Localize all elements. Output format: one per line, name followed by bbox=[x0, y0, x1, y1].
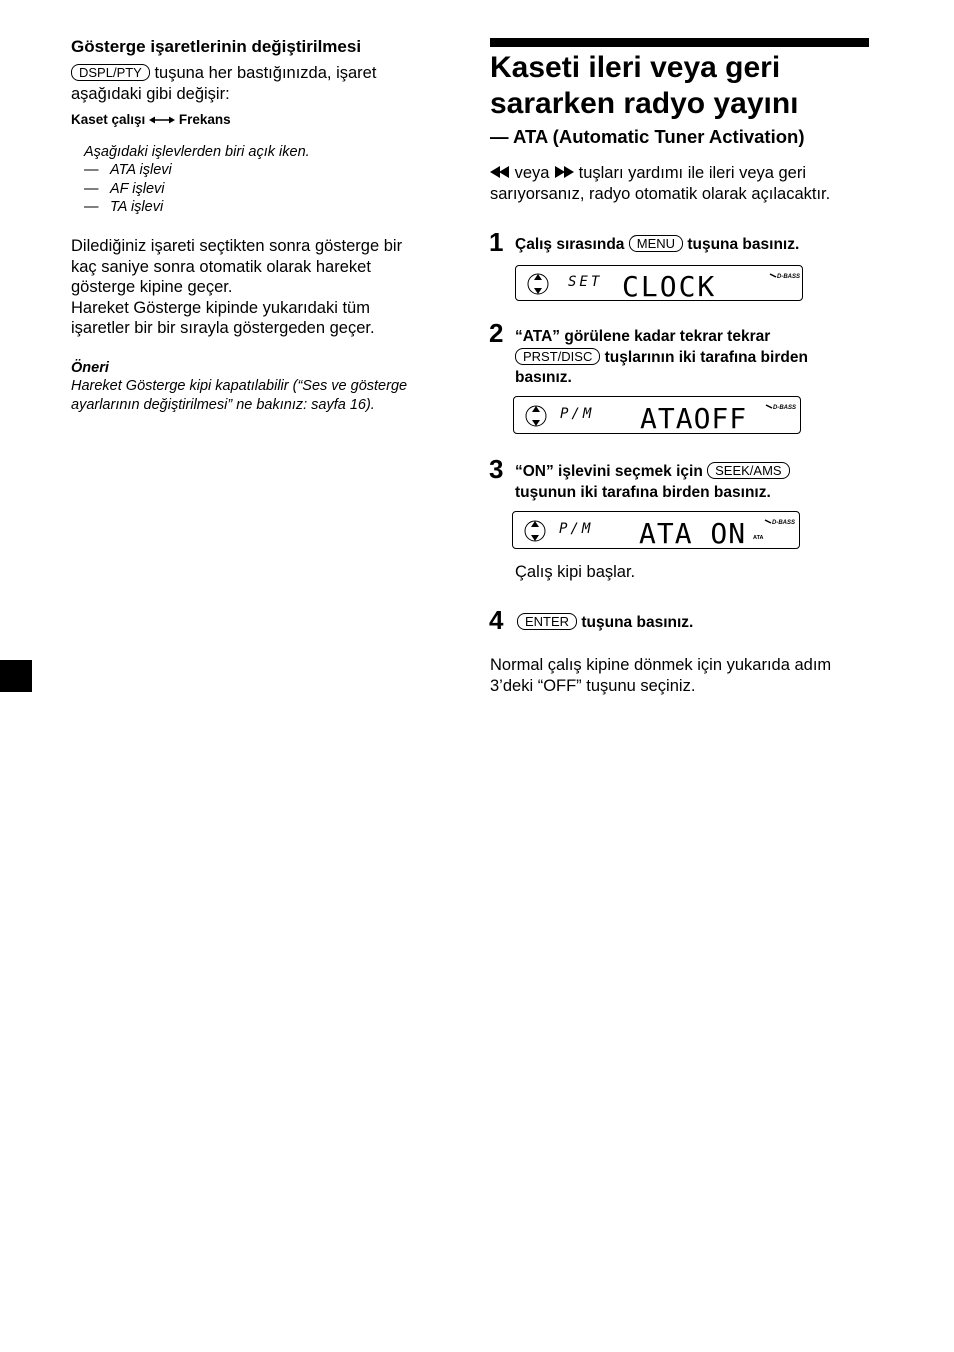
section-title: Gösterge işaretlerinin değiştirilmesi bbox=[71, 37, 362, 56]
tip-title: Öneri bbox=[71, 360, 109, 376]
dspl-pty-key: DSPL/PTY bbox=[71, 64, 150, 81]
dbass-badge: D-BASS bbox=[773, 405, 797, 411]
step-number: 4 bbox=[489, 605, 504, 635]
lcd-graphic bbox=[513, 512, 799, 548]
lcd-small-text: P/M bbox=[560, 406, 595, 422]
intro-paragraph bbox=[71, 63, 451, 104]
menu-key: MENU bbox=[629, 235, 683, 252]
list-item: — ATA işlevi bbox=[84, 162, 172, 178]
cycle-from: Kaset çalışı bbox=[71, 112, 146, 127]
step-3-text: “ON” işlevini seçmek için SEEK/AMS tuşunun iki tarafına birden basınız. bbox=[515, 462, 790, 503]
page-title: Kaseti ileri veya geri sararken radyo yayını bbox=[490, 51, 799, 120]
section-tab-marker bbox=[0, 660, 32, 692]
lcd-display-ataon bbox=[512, 511, 800, 549]
dbass-badge: D-BASS bbox=[772, 520, 796, 526]
page-subtitle: — ATA (Automatic Tuner Activation) bbox=[490, 126, 805, 147]
intro-text-2: aşağıdaki gibi değişir: bbox=[71, 84, 230, 103]
lcd-graphic bbox=[516, 266, 802, 300]
rewind-icon bbox=[490, 166, 510, 178]
lcd-small-text: SET bbox=[568, 274, 603, 290]
fast-forward-icon bbox=[554, 166, 574, 178]
function-list bbox=[84, 161, 172, 217]
step-number: 1 bbox=[489, 227, 504, 257]
tip-text: Hareket Gösterge kipi kapatılabilir (“Ses ve gösterge ayarlarının değiştirilmesi” ne bakınız: sayfa 16). bbox=[71, 378, 408, 413]
lcd-display-clock bbox=[515, 265, 803, 301]
double-arrow-icon bbox=[149, 115, 175, 125]
ata-indicator: ATA bbox=[753, 535, 764, 541]
intro-text: tuşuna her bastığınızda, işaret bbox=[149, 64, 377, 82]
lcd-main-text: CLOCK bbox=[622, 270, 717, 300]
lcd-main-text: ATA ON bbox=[639, 517, 747, 548]
enter-key: ENTER bbox=[517, 613, 577, 630]
list-item: — AF işlevi bbox=[84, 180, 165, 197]
step-2-text: “ATA” görülene kadar tekrar tekrar PRST/DISC tuşlarının iki tarafına birden basınız. bbox=[515, 328, 808, 386]
prst-disc-key: PRST/DISC bbox=[515, 348, 600, 365]
outro-paragraph: Normal çalış kipine dönmek için yukarıda adım 3’deki “OFF” tuşunu seçiniz. bbox=[490, 656, 832, 695]
lcd-small-text: P/M bbox=[559, 521, 594, 537]
list-item: — TA işlevi bbox=[84, 199, 164, 215]
cycle-to: Frekans bbox=[178, 112, 231, 127]
cycle-line bbox=[71, 111, 231, 128]
seek-ams-key: SEEK/AMS bbox=[707, 462, 789, 479]
step-4-text: ENTER tuşuna basınız. bbox=[517, 613, 693, 634]
lcd-graphic bbox=[514, 397, 800, 433]
step-1-text: Çalış sırasında MENU tuşuna basınız. bbox=[515, 236, 800, 253]
paragraph-motion-mode: Dilediğiniz işareti seçtikten sonra gösterge bir kaç saniye sonra otomatik olarak hareket gösterge kipine geçer. Hareket Gösterge kipinde yukarıdaki tüm işaretler bir bir sırayla göstergeden geçer. bbox=[71, 237, 403, 337]
lcd-display-ataoff bbox=[513, 396, 801, 434]
dbass-badge: D-BASS bbox=[777, 274, 801, 280]
step-number: 2 bbox=[489, 318, 504, 348]
title-rule bbox=[490, 38, 869, 47]
lcd-main-text: ATAOFF bbox=[640, 402, 748, 433]
step-number: 3 bbox=[489, 454, 504, 484]
step-3-result: Çalış kipi başlar. bbox=[515, 563, 636, 581]
ata-intro: veya tuşları yardımı ile ileri veya geri sarıyorsanız, radyo otomatik olarak açılacaktır. bbox=[490, 164, 831, 203]
note-line: Aşağıdaki işlevlerden biri açık iken. bbox=[84, 144, 310, 160]
